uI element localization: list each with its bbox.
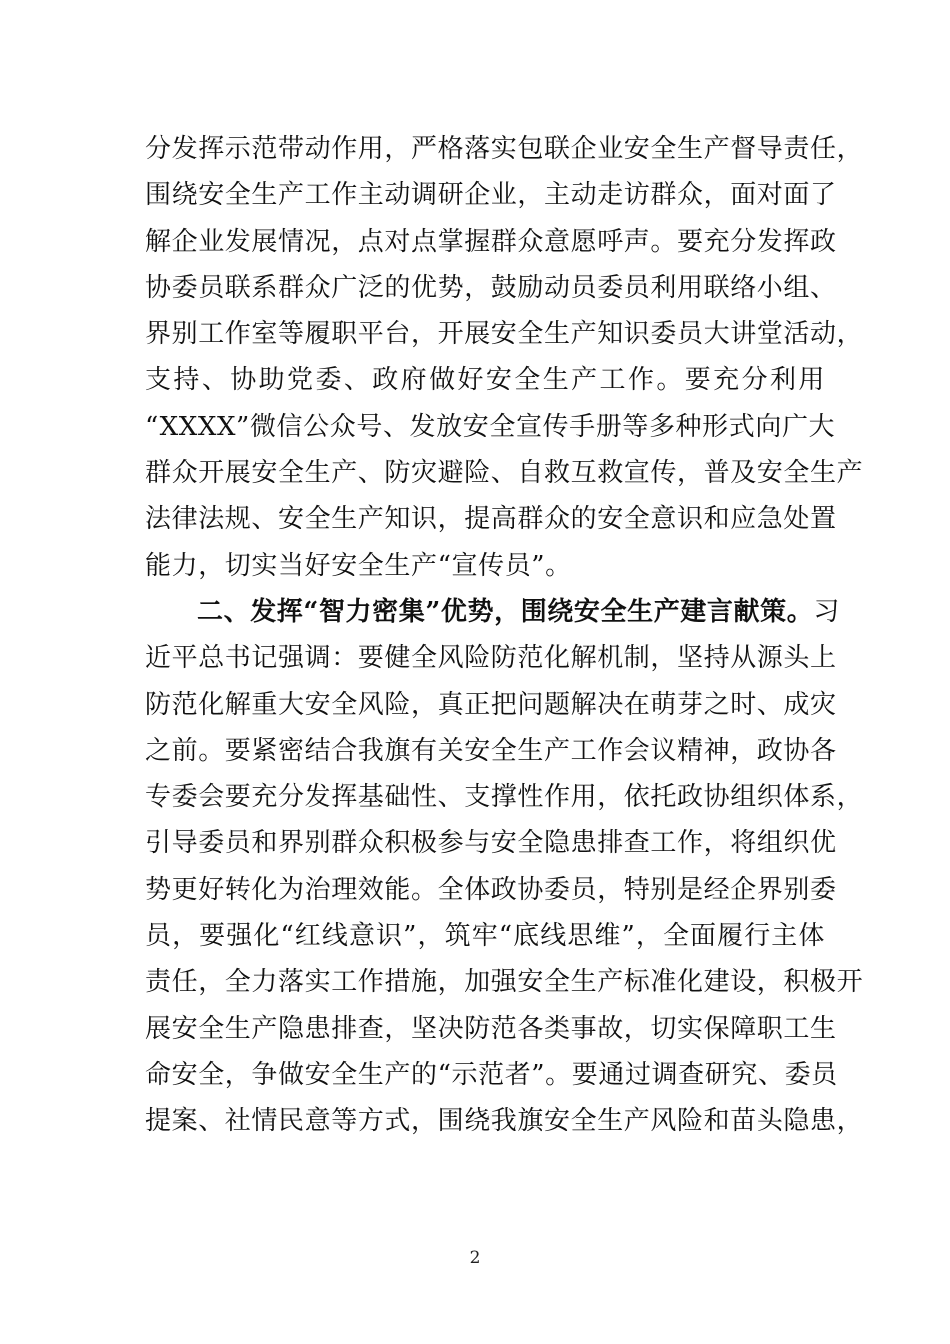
- text-line: “XXXX”微信公众号、发放安全宣传手册等多种形式向广大: [145, 411, 836, 442]
- text-line: 之前。要紧密结合我旗有关安全生产工作会议精神，政协各: [145, 735, 837, 766]
- text-line: 引导委员和界别群众积极参与安全隐患排查工作，将组织优: [145, 828, 837, 859]
- text-line: 围绕安全生产工作主动调研企业，主动走访群众，面对面了: [145, 180, 837, 211]
- text-line: 命安全，争做安全生产的“示范者”。要通过调查研究、委员: [145, 1059, 838, 1090]
- text-line: 提案、社情民意等方式，围绕我旗安全生产风险和苗头隐患，: [145, 1106, 864, 1137]
- body-text: [145, 126, 864, 1145]
- text-line: 能力，切实当好安全生产“宣传员”。: [145, 550, 572, 581]
- section-heading-line: [145, 589, 840, 635]
- heading-continuation: 习: [813, 596, 840, 627]
- text-line: 支持、协助党委、政府做好安全生产工作。要充分利用: [145, 365, 825, 396]
- text-line: 分发挥示范带动作用，严格落实包联企业安全生产督导责任，: [145, 134, 864, 164]
- text-line: 责任，全力落实工作措施，加强安全生产标准化建设，积极开: [145, 967, 864, 998]
- text-line: 解企业发展情况，点对点掌握群众意愿呼声。要充分发挥政: [145, 226, 837, 257]
- page-number: 2: [469, 1248, 481, 1268]
- text-line: 专委会要充分发挥基础性、支撑性作用，依托政协组织体系，: [145, 782, 864, 813]
- text-line: 界别工作室等履职平台，开展安全生产知识委员大讲堂活动，: [145, 319, 864, 350]
- text-line: 协委员联系群众广泛的优势，鼓励动员委员利用联络小组、: [145, 272, 837, 303]
- text-line: 展安全生产隐患排查，坚决防范各类事故，切实保障职工生: [145, 1013, 837, 1044]
- section-heading: 二、发挥“智力密集”优势，围绕安全生产建言献策。: [197, 596, 814, 627]
- text-line: 员，要强化“红线意识”，筑牢“底线思维”，全面履行主体: [145, 921, 825, 952]
- text-line: 群众开展安全生产、防灾避险、自救互救宣传，普及安全生产: [145, 458, 864, 489]
- text-line: 势更好转化为治理效能。全体政协委员，特别是经企界别委: [145, 874, 837, 905]
- text-line: 近平总书记强调：要健全风险防范化解机制，坚持从源头上: [145, 643, 837, 674]
- text-line: 法律法规、安全生产知识，提高群众的安全意识和应急处置: [145, 504, 837, 535]
- text-line: 防范化解重大安全风险，真正把问题解决在萌芽之时、成灾: [145, 689, 837, 720]
